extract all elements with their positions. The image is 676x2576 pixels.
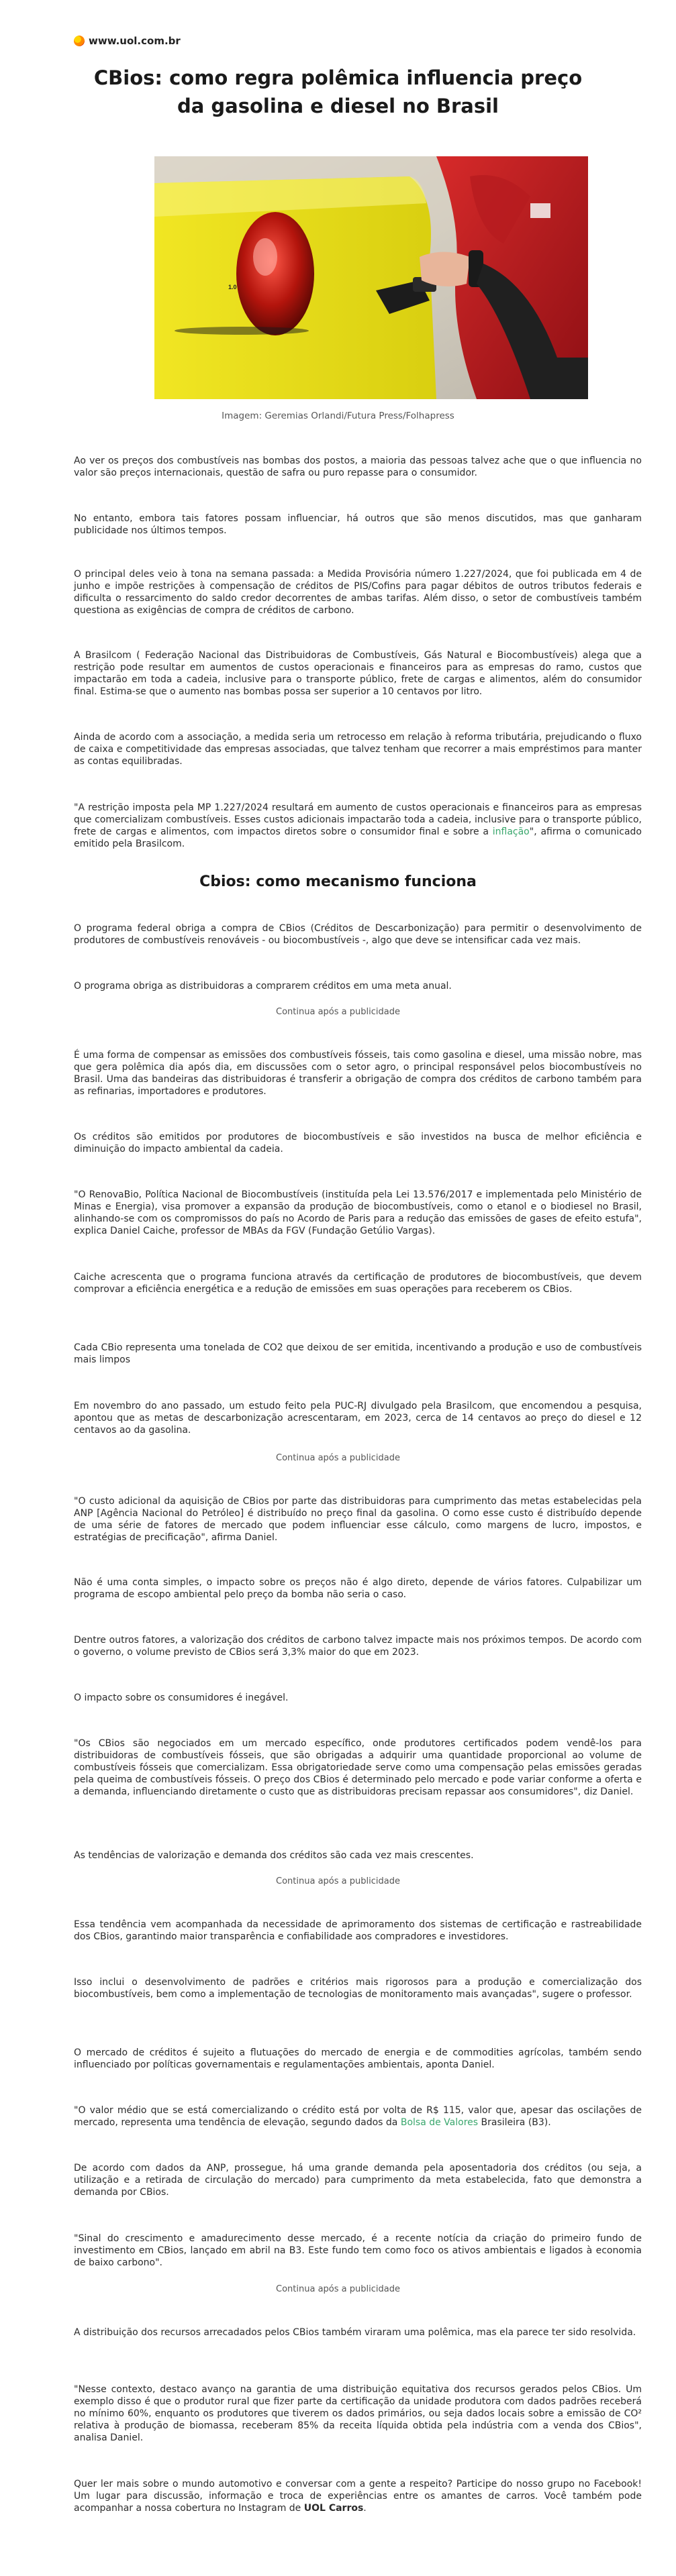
image-caption: Imagem: Geremias Orlandi/Futura Press/Folhapress xyxy=(222,411,454,421)
paragraph: É uma forma de compensar as emissões dos combustíveis fósseis, tais como gasolina e diesel, uma missão nobre, mas que gera polêmica dia após dia, em discussões com o setor agro, o principal responsável pelos biocombustíveis no Brasil. Uma das bandeiras das distribuidoras é transferir a obrigação de compra dos créditos de carbono também para as refinarias, importadores e produtores. xyxy=(74,1050,642,1097)
text: ", afirma o comunicado emitido pela Brasilcom. xyxy=(74,826,642,849)
paragraph: "O RenovaBio, Política Nacional de Biocombustíveis (instituída pela Lei 13.576/2017 e implementada pelo Ministério de Minas e Energia), visa promover a expansão da produção de biocombustíveis, como o etanol e o biodiesel no Brasil, alinhando-se com os compromissos do país no Acordo de Paris para a redução das emissões de gases de efeito estufa", explica Daniel Caiche, professor de MBAs da FGV (Fundação Getúlio Vargas). xyxy=(74,1189,642,1236)
paragraph: Essa tendência vem acompanhada da necessidade de aprimoramento dos sistemas de certificação e rastreabilidade dos CBios, garantindo maior transparência e confiabilidade aos compradores e investidores. xyxy=(74,1919,642,1942)
paragraph: Cada CBio representa uma tonelada de CO2 que deixou de ser emitida, incentivando a produção e uso de combustíveis mais limpos xyxy=(74,1342,642,1365)
paragraph: De acordo com dados da ANP, prossegue, há uma grande demanda pela aposentadoria dos créditos (ou seja, a utilização e a retirada de circulação do mercado) para cumprimento da meta estabelecida, fato que demonstra a demanda por CBios. xyxy=(74,2163,642,2198)
paragraph: As tendências de valorização e demanda dos créditos são cada vez mais crescentes. xyxy=(74,1850,474,1861)
paragraph: Ainda de acordo com a associação, a medida seria um retrocesso em relação à reforma tributária, prejudicando o fluxo de caixa e competitividade das empresas associadas, que talvez tenham que recorrer a mais empréstimos para manter as contas equilibradas. xyxy=(74,732,642,767)
site-url[interactable]: www.uol.com.br xyxy=(89,35,181,47)
article-photo xyxy=(154,156,588,399)
stock-exchange-link[interactable]: Bolsa de Valores xyxy=(400,2117,479,2128)
text: "O valor médio que se está comercializando o crédito está por volta de R$ 115, valor que, apesar das oscilações de mercado, representa uma tendência de elevação, segundo dados da xyxy=(74,2105,642,2128)
paragraph-quote xyxy=(74,802,642,850)
paragraph: Ao ver os preços dos combustíveis nas bombas dos postos, a maioria das pessoas talvez ache que o que influencia no valor são preços internacionais, questão de safra ou puro repasse para o consumidor. xyxy=(74,455,642,478)
paragraph-quote xyxy=(74,2104,642,2129)
paragraph: A distribuição dos recursos arrecadados pelos CBios também viraram uma polêmica, mas ela parece ter sido resolvida. xyxy=(74,2327,636,2338)
paragraph: Isso inclui o desenvolvimento de padrões e critérios mais rigorosos para a produção e comercialização dos biocombustíveis, bem como a implementação de tecnologias de monitoramento mais avançadas", sugere o professor. xyxy=(74,1977,642,2000)
paragraph: "Sinal do crescimento e amadurecimento desse mercado, é a recente notícia da criação do primeiro fundo de investimento em CBios, lançado em abril na B3. Este fundo tem como foco os ativos ambientais e ligados à economia de baixo carbono". xyxy=(74,2233,642,2268)
site-header xyxy=(74,35,181,47)
text: Quer ler mais sobre o mundo automotivo e conversar com a gente a respeito? Participe do nosso grupo no Facebook! Um lugar para discussão, informação e troca de experiências entre os amantes de carros. Você também pode acompanhar a nossa cobertura no Instagram de xyxy=(74,2479,642,2514)
paragraph: Em novembro do ano passado, um estudo feito pela PUC-RJ divulgado pela Brasilcom, que encomendou a pesquisa, apontou que as metas de descarbonização acrescentaram, em 2023, cerca de 14 centavos ao preço do diesel e 12 centavos ao da gasolina. xyxy=(74,1401,642,1436)
text: "A restrição imposta pela MP 1.227/2024 resultará em aumento de custos operacionais e financeiros para as empresas que comercializam combustíveis. Esses custos adicionais impactarão toda a cadeia, inclusive para o transporte público, frete de cargas e alimentos, com impactos diretos sobre o consumidor final e sobre a xyxy=(74,802,642,837)
uol-carros-link[interactable]: UOL Carros xyxy=(303,2503,364,2514)
paragraph: Não é uma conta simples, o impacto sobre os preços não é algo direto, depende de vários fatores. Culpabilizar um programa de escopo ambiental pelo preço da bomba não seria o caso. xyxy=(74,1577,642,1600)
section-subtitle: Cbios: como mecanismo funciona xyxy=(199,873,477,890)
paragraph: Dentre outros fatores, a valorização dos créditos de carbono talvez impacte mais nos próximos tempos. De acordo com o governo, o volume previsto de CBios será 3,3% maior do que em 2023. xyxy=(74,1635,642,1658)
paragraph: A Brasilcom ( Federação Nacional das Distribuidoras de Combustíveis, Gás Natural e Biocombustíveis) alega que a restrição pode resultar em aumentos de custos operacionais e financeiros para as empresas do ramo, custos que impactarão em toda a cadeia, inclusive para o transporte público, frete de cargas e alimentos, além do consumidor final. Estima-se que o aumento nas bombas possa ser superior a 10 centavos por litro. xyxy=(74,650,642,697)
paragraph: O programa obriga as distribuidoras a comprarem créditos em uma meta anual. xyxy=(74,981,452,991)
fuel-pump-illustration xyxy=(154,156,588,399)
paragraph: O impacto sobre os consumidores é inegável. xyxy=(74,1693,289,1703)
ad-label: Continua após a publicidade xyxy=(276,1876,400,1886)
article-title: CBios: como regra polêmica influencia preço da gasolina e diesel no Brasil xyxy=(93,66,583,117)
paragraph: "O custo adicional da aquisição de CBios por parte das distribuidoras para cumprimento das metas estabelecidas pela ANP [Agência Nacional do Petróleo] é distribuído no preço final da gasolina. O como esse custo é distribuído depende de uma série de fatores de mercado que podem influenciar esse cálculo, como margens de lucro, impostos, e estratégias de precificação", afirma Daniel. xyxy=(74,1496,642,1543)
paragraph: "Os CBios são negociados em um mercado específico, onde produtores certificados podem vendê-los para distribuidoras de combustíveis fósseis, que são obrigadas a adquirir uma quantidade proporcional ao volume de combustíveis fósseis que comercializam. Essa obrigatoriedade serve como uma compensação pelas emissões geradas pela queima de combustíveis fósseis. O preço dos CBios é determinado pelo mercado e pode variar conforme a oferta e a demanda, influenciando diretamente o custo que as distribuidoras precisam repassar aos consumidores", diz Daniel. xyxy=(74,1738,642,1797)
paragraph: Caiche acrescenta que o programa funciona através da certificação de produtores de biocombustíveis, que devem comprovar a eficiência energética e a redução de emissões em suas operações para receberem os CBios. xyxy=(74,1272,642,1295)
text: Brasileira (B3). xyxy=(478,2117,551,2128)
paragraph: O programa federal obriga a compra de CBios (Créditos de Descarbonização) para permitir o desenvolvimento de produtores de combustíveis renováveis - ou biocombustíveis -, algo que deve se intensificar cada vez mais. xyxy=(74,923,642,946)
paragraph: "Nesse contexto, destaco avanço na garantia de uma distribuição equitativa dos recursos gerados pelos CBios. Um exemplo disso é que o produtor rural que fizer parte da certificação da unidade produtora com dados padrões receberá no mínimo 60%, enquanto os produtores que tiverem os dados primários, ou seja dados locais sobre a emissão de CO² relativa à produção de biomassa, receberam 85% da receita líquida obtida pela indústria com a venda dos CBios", analisa Daniel. xyxy=(74,2384,642,2443)
inflation-link[interactable]: inflação xyxy=(492,826,530,837)
ad-label: Continua após a publicidade xyxy=(276,1453,400,1463)
paragraph: Os créditos são emitidos por produtores de biocombustíveis e são investidos na busca de melhor eficiência e diminuição do impacto ambiental da cadeia. xyxy=(74,1132,642,1155)
paragraph-cta xyxy=(74,2478,642,2514)
uol-logo-icon xyxy=(74,36,85,46)
text: . xyxy=(363,2503,367,2514)
ad-label: Continua após a publicidade xyxy=(276,1007,400,1017)
ad-label: Continua após a publicidade xyxy=(276,2284,400,2294)
paragraph: No entanto, embora tais fatores possam influenciar, há outros que são menos discutidos, mas que ganharam publicidade nos últimos tempos. xyxy=(74,513,642,536)
svg-text:1.0: 1.0 xyxy=(228,284,237,290)
paragraph: O mercado de créditos é sujeito a flutuações do mercado de energia e de commodities agrícolas, também sendo influenciado por políticas governamentais e regulamentações ambientais, aponta Daniel. xyxy=(74,2047,642,2070)
paragraph: O principal deles veio à tona na semana passada: a Medida Provisória número 1.227/2024, que foi publicada em 4 de junho e impõe restrições à compensação de créditos de PIS/Cofins para pagar débitos de outros tributos federais e dificulta o ressarcimento do saldo credor decorrentes de ambas tarifas. Além disso, o setor de combustíveis também questiona as exigências de compra de créditos de carbono. xyxy=(74,569,642,616)
